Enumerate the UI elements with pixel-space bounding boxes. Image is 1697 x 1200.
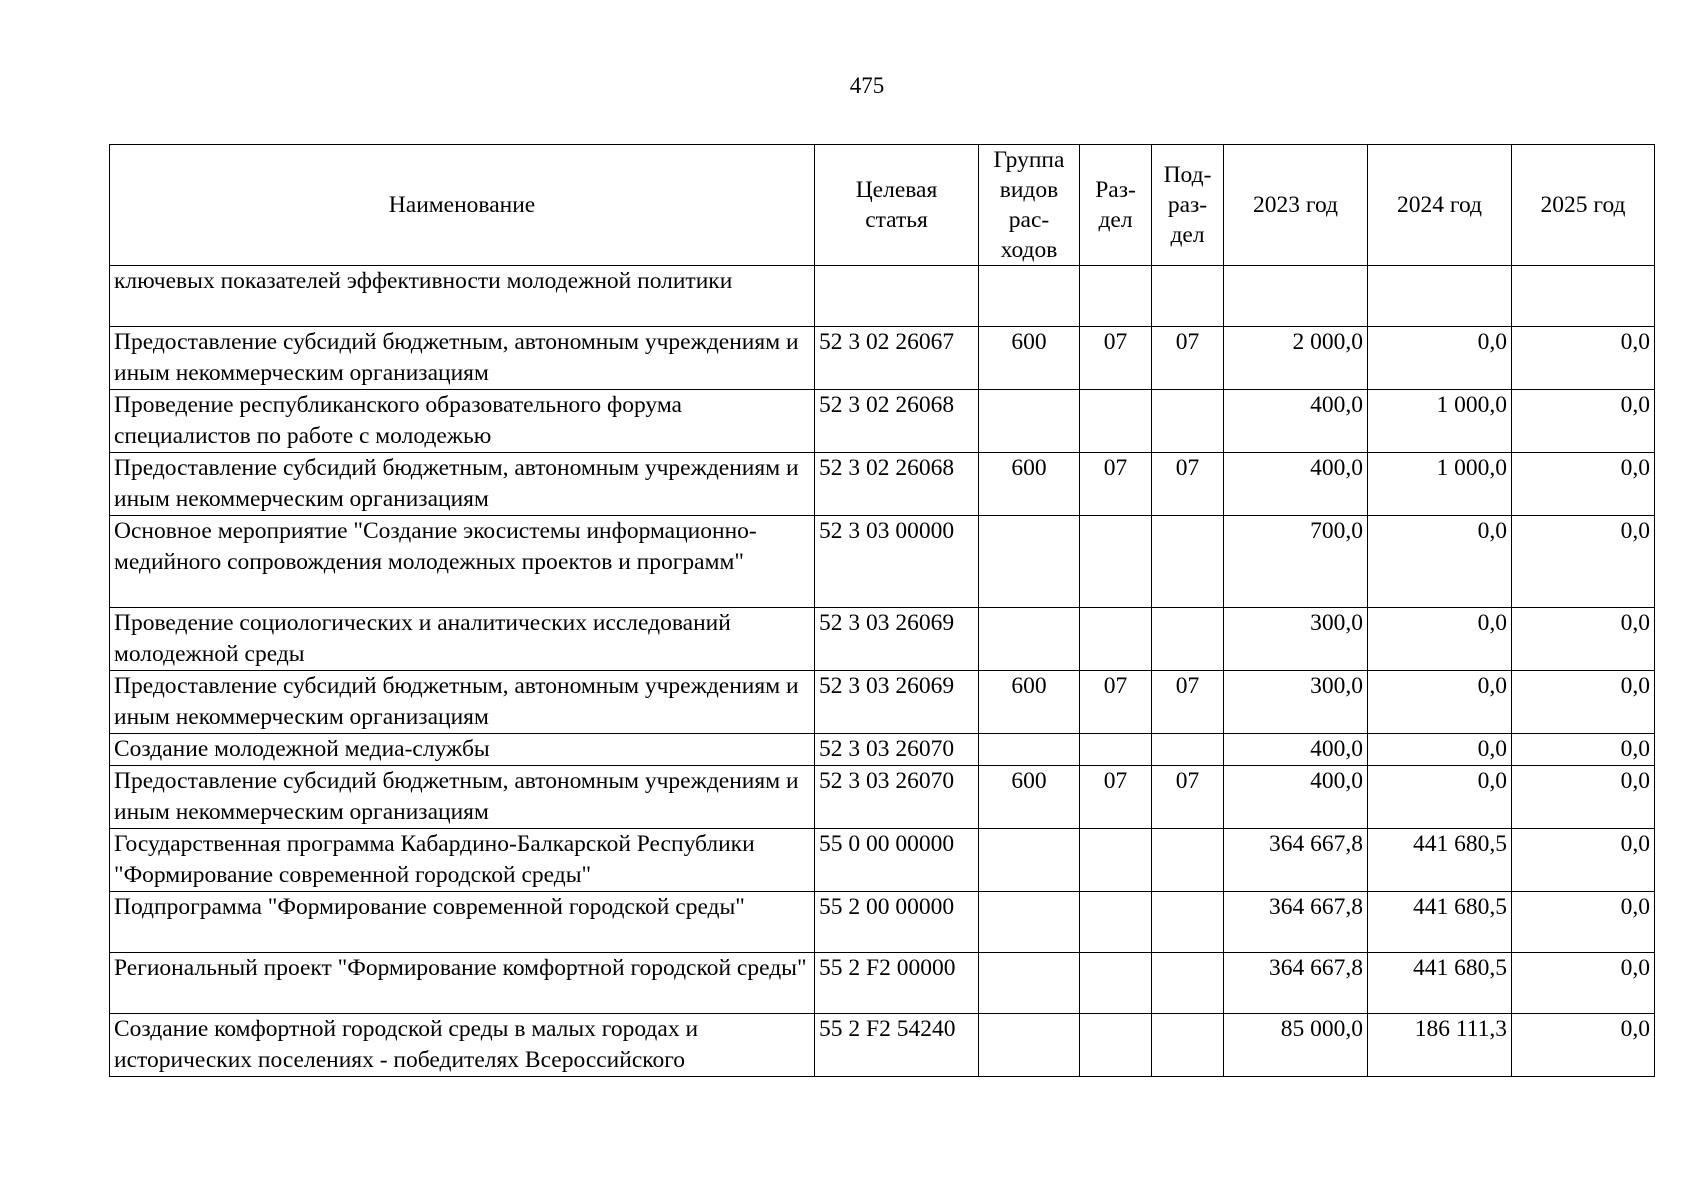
row-2024-cell: 1 000,0 — [1368, 453, 1512, 516]
table-row — [110, 829, 1655, 892]
row-subsection-cell — [1152, 829, 1224, 892]
row-2024-cell: 1 000,0 — [1368, 390, 1512, 453]
row-subsection-cell: 07 — [1152, 453, 1224, 516]
row-section-cell — [1080, 390, 1152, 453]
row-2025-cell: 0,0 — [1512, 892, 1655, 953]
row-subsection-cell — [1152, 734, 1224, 766]
row-section-cell — [1080, 1014, 1152, 1077]
row-target-article-cell: 52 3 02 26068 — [815, 453, 979, 516]
row-target-article-cell: 55 0 00 00000 — [815, 829, 979, 892]
row-2023-cell: 85 000,0 — [1224, 1014, 1368, 1077]
row-2025-cell: 0,0 — [1512, 829, 1655, 892]
row-expense-group-cell: 600 — [979, 671, 1080, 734]
row-2023-cell: 364 667,8 — [1224, 892, 1368, 953]
row-name-cell: Подпрограмма "Формирование современной городской среды" — [110, 892, 815, 953]
row-2024-cell: 186 111,3 — [1368, 1014, 1512, 1077]
row-expense-group-cell — [979, 953, 1080, 1014]
row-2024-cell: 0,0 — [1368, 734, 1512, 766]
row-name-cell: Основное мероприятие "Создание экосистемы информационно-медийного сопровождения молодежных проектов и программ" — [110, 516, 815, 608]
row-2025-cell: 0,0 — [1512, 671, 1655, 734]
row-subsection-cell — [1152, 608, 1224, 671]
header-subsection: Под- раз- дел — [1152, 145, 1224, 266]
row-section-cell: 07 — [1080, 327, 1152, 390]
row-name-cell: Проведение республиканского образовательного форума специалистов по работе с молодежью — [110, 390, 815, 453]
row-name-cell: Предоставление субсидий бюджетным, автономным учреждениям и иным некоммерческим организациям — [110, 671, 815, 734]
row-2024-cell: 0,0 — [1368, 766, 1512, 829]
row-name-cell: Государственная программа Кабардино-Балкарской Республики "Формирование современной городской среды" — [110, 829, 815, 892]
row-expense-group-cell — [979, 266, 1080, 327]
row-subsection-cell — [1152, 1014, 1224, 1077]
row-expense-group-cell — [979, 608, 1080, 671]
row-name-cell: Предоставление субсидий бюджетным, автономным учреждениям и иным некоммерческим организациям — [110, 453, 815, 516]
row-expense-group-cell: 600 — [979, 766, 1080, 829]
row-2025-cell: 0,0 — [1512, 1014, 1655, 1077]
row-2023-cell: 400,0 — [1224, 766, 1368, 829]
row-2024-cell: 441 680,5 — [1368, 892, 1512, 953]
table-row — [110, 671, 1655, 734]
table-row — [110, 327, 1655, 390]
table-row — [110, 953, 1655, 1014]
row-section-cell — [1080, 608, 1152, 671]
row-subsection-cell: 07 — [1152, 766, 1224, 829]
budget-table — [109, 144, 1655, 1077]
row-name-cell: Предоставление субсидий бюджетным, автономным учреждениям и иным некоммерческим организациям — [110, 327, 815, 390]
row-section-cell — [1080, 829, 1152, 892]
row-expense-group-cell — [979, 516, 1080, 608]
row-expense-group-cell — [979, 1014, 1080, 1077]
row-target-article-cell: 55 2 00 00000 — [815, 892, 979, 953]
row-2023-cell: 700,0 — [1224, 516, 1368, 608]
row-2025-cell: 0,0 — [1512, 608, 1655, 671]
row-2023-cell: 300,0 — [1224, 671, 1368, 734]
row-expense-group-cell — [979, 390, 1080, 453]
table-row — [110, 734, 1655, 766]
row-section-cell: 07 — [1080, 766, 1152, 829]
row-target-article-cell: 52 3 02 26067 — [815, 327, 979, 390]
row-section-cell — [1080, 734, 1152, 766]
row-2023-cell: 2 000,0 — [1224, 327, 1368, 390]
row-section-cell: 07 — [1080, 453, 1152, 516]
row-expense-group-cell — [979, 734, 1080, 766]
row-target-article-cell: 52 3 02 26068 — [815, 390, 979, 453]
header-expense-group: Группа видов рас- ходов — [979, 145, 1080, 266]
row-2024-cell: 441 680,5 — [1368, 953, 1512, 1014]
row-name-cell: Проведение социологических и аналитических исследований молодежной среды — [110, 608, 815, 671]
row-2025-cell — [1512, 266, 1655, 327]
row-2023-cell — [1224, 266, 1368, 327]
row-target-article-cell: 52 3 03 26070 — [815, 766, 979, 829]
header-name: Наименование — [110, 145, 815, 266]
row-2024-cell: 0,0 — [1368, 671, 1512, 734]
row-2024-cell: 441 680,5 — [1368, 829, 1512, 892]
row-target-article-cell: 52 3 03 26069 — [815, 608, 979, 671]
row-subsection-cell — [1152, 266, 1224, 327]
row-2025-cell: 0,0 — [1512, 327, 1655, 390]
row-subsection-cell — [1152, 516, 1224, 608]
row-expense-group-cell — [979, 829, 1080, 892]
row-2023-cell: 400,0 — [1224, 734, 1368, 766]
row-section-cell — [1080, 266, 1152, 327]
table-row — [110, 1014, 1655, 1077]
row-subsection-cell — [1152, 892, 1224, 953]
row-2024-cell — [1368, 266, 1512, 327]
row-section-cell — [1080, 516, 1152, 608]
row-name-cell: Создание комфортной городской среды в малых городах и исторических поселениях - победителях Всероссийского — [110, 1014, 815, 1077]
header-2025: 2025 год — [1512, 145, 1655, 266]
row-2023-cell: 400,0 — [1224, 453, 1368, 516]
row-expense-group-cell: 600 — [979, 453, 1080, 516]
row-2025-cell: 0,0 — [1512, 453, 1655, 516]
table-row — [110, 266, 1655, 327]
row-2023-cell: 300,0 — [1224, 608, 1368, 671]
row-target-article-cell — [815, 266, 979, 327]
row-target-article-cell: 55 2 F2 54240 — [815, 1014, 979, 1077]
row-name-cell: Создание молодежной медиа-службы — [110, 734, 815, 766]
row-2024-cell: 0,0 — [1368, 327, 1512, 390]
row-2025-cell: 0,0 — [1512, 390, 1655, 453]
row-expense-group-cell — [979, 892, 1080, 953]
row-target-article-cell: 55 2 F2 00000 — [815, 953, 979, 1014]
row-2023-cell: 364 667,8 — [1224, 829, 1368, 892]
row-2024-cell: 0,0 — [1368, 516, 1512, 608]
row-subsection-cell — [1152, 390, 1224, 453]
row-name-cell: Региональный проект "Формирование комфортной городской среды" — [110, 953, 815, 1014]
header-2024: 2024 год — [1368, 145, 1512, 266]
row-subsection-cell: 07 — [1152, 327, 1224, 390]
table-row — [110, 390, 1655, 453]
row-target-article-cell: 52 3 03 26069 — [815, 671, 979, 734]
row-2023-cell: 364 667,8 — [1224, 953, 1368, 1014]
row-section-cell — [1080, 892, 1152, 953]
row-target-article-cell: 52 3 03 00000 — [815, 516, 979, 608]
header-section: Раз- дел — [1080, 145, 1152, 266]
header-2023: 2023 год — [1224, 145, 1368, 266]
table-row — [110, 766, 1655, 829]
row-target-article-cell: 52 3 03 26070 — [815, 734, 979, 766]
row-2025-cell: 0,0 — [1512, 953, 1655, 1014]
table-row — [110, 516, 1655, 608]
row-2023-cell: 400,0 — [1224, 390, 1368, 453]
row-name-cell: Предоставление субсидий бюджетным, автономным учреждениям и иным некоммерческим организациям — [110, 766, 815, 829]
row-2025-cell: 0,0 — [1512, 766, 1655, 829]
row-2025-cell: 0,0 — [1512, 734, 1655, 766]
table-row — [110, 608, 1655, 671]
row-2025-cell: 0,0 — [1512, 516, 1655, 608]
row-name-cell: ключевых показателей эффективности молодежной политики — [110, 266, 815, 327]
header-target-article: Целевая статья — [815, 145, 979, 266]
row-expense-group-cell: 600 — [979, 327, 1080, 390]
table-row — [110, 453, 1655, 516]
row-2024-cell: 0,0 — [1368, 608, 1512, 671]
row-subsection-cell — [1152, 953, 1224, 1014]
row-section-cell — [1080, 953, 1152, 1014]
table-header-row — [110, 145, 1655, 266]
page-number: 475 — [849, 73, 885, 98]
row-section-cell: 07 — [1080, 671, 1152, 734]
row-subsection-cell: 07 — [1152, 671, 1224, 734]
table-row — [110, 892, 1655, 953]
